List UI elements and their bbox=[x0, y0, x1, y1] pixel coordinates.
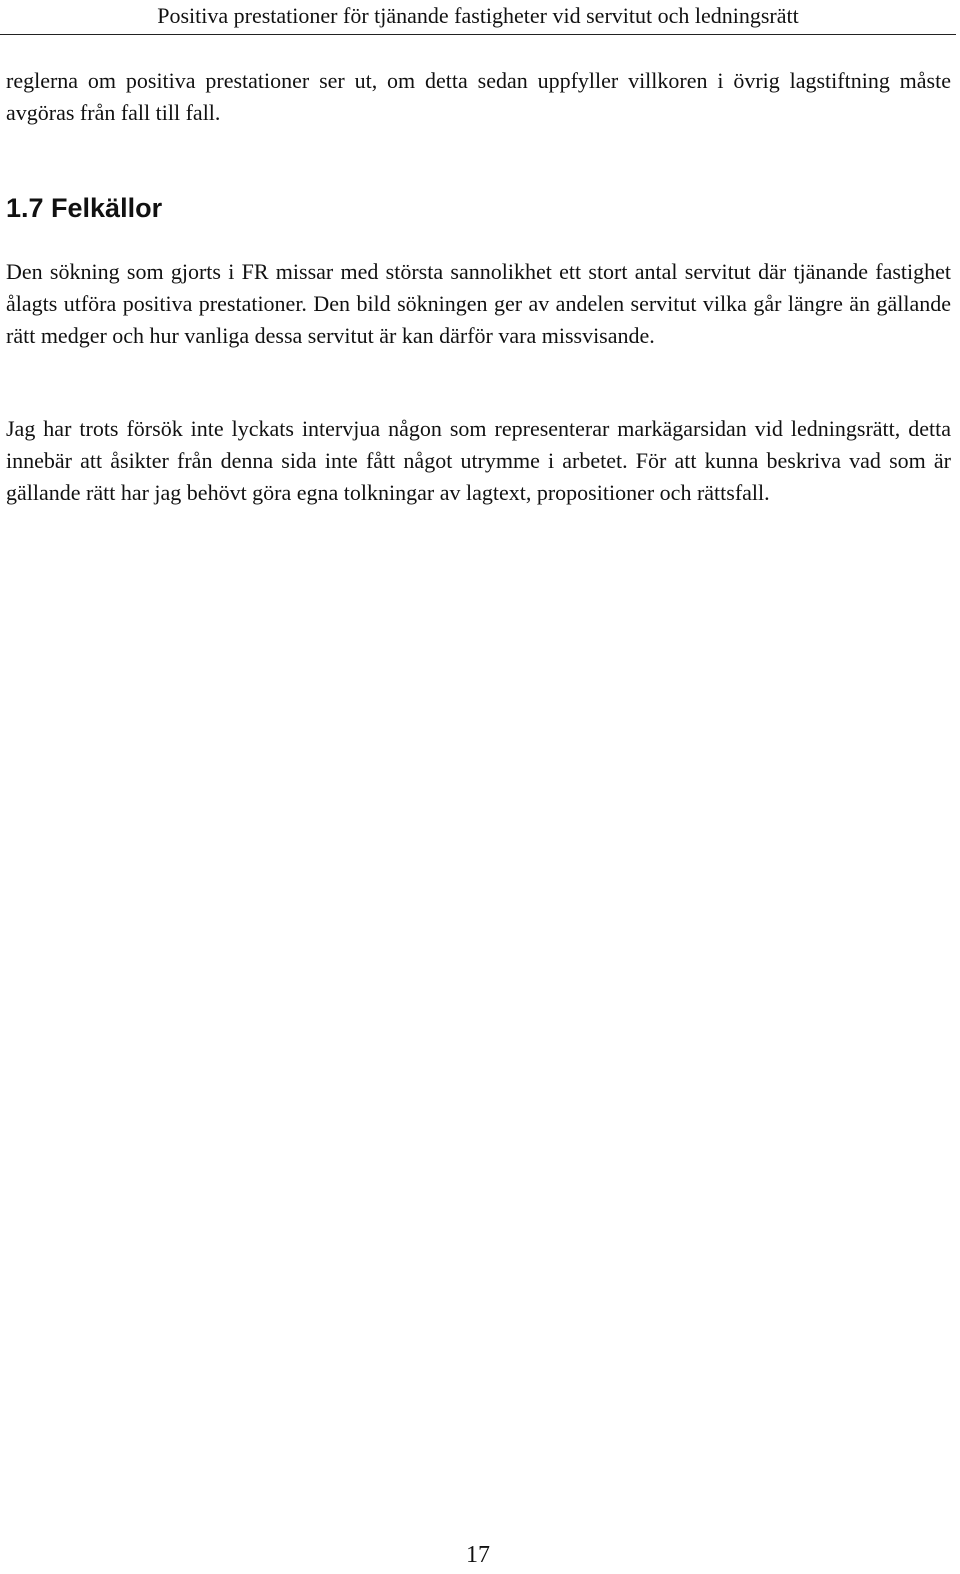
running-header: Positiva prestationer för tjänande fastigheter vid servitut och ledningsrätt bbox=[0, 2, 956, 35]
body-paragraph: Den sökning som gjorts i FR missar med största sannolikhet ett stort antal servitut där tjänande fastighet ålagts utföra positiva prestationer. Den bild sökningen ger av andelen servitut vilka går längre än gällande rätt medger och hur vanliga dessa servitut är kan därför vara missvisande. bbox=[6, 259, 951, 348]
section-heading: 1.7 Felkällor bbox=[6, 193, 163, 223]
body-paragraph: reglerna om positiva prestationer ser ut, om detta sedan uppfyller villkoren i övrig lagstiftning måste avgöras från fall till fall. bbox=[6, 68, 951, 125]
page-number: 17 bbox=[466, 1542, 490, 1568]
body-paragraph: Jag har trots försök inte lyckats intervjua någon som representerar markägarsidan vid ledningsrätt, detta innebär att åsikter från denna sida inte fått något utrymme i arbetet. För att kunna beskriva vad som är gällande rätt har jag behövt göra egna tolkningar av lagtext, propositioner och rättsfall. bbox=[6, 416, 951, 505]
